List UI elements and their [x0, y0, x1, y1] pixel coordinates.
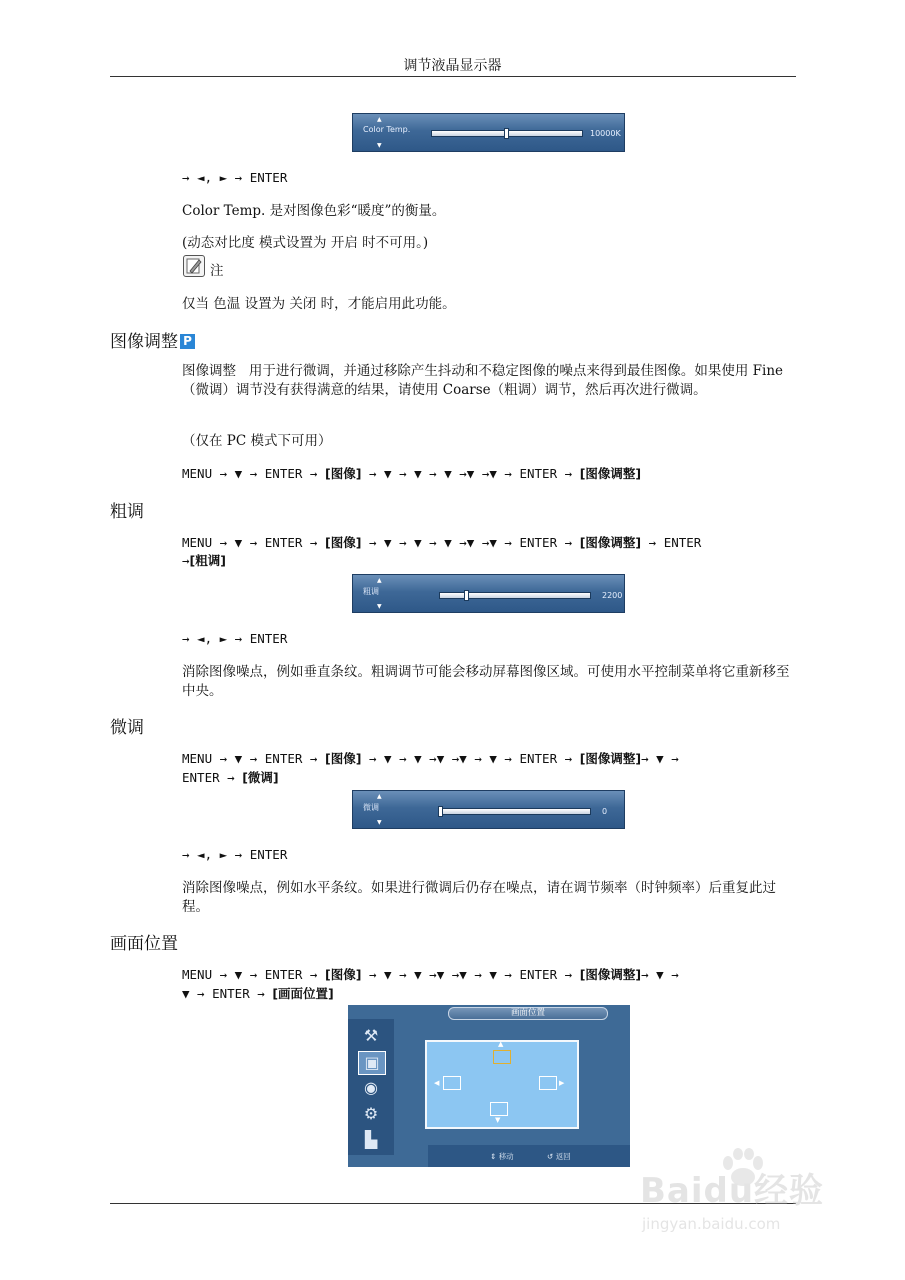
nav-part: MENU → ▼ → ENTER →: [182, 466, 325, 481]
fine-nav-line2: [182, 768, 797, 786]
nav-part: ▼ → ENTER →: [182, 986, 273, 1001]
coarse-nav-line2: [182, 551, 797, 569]
footer-move-label: 移动: [498, 1152, 514, 1161]
nav-part: MENU → ▼ → ENTER →: [182, 751, 325, 766]
nav-part: MENU → ▼ → ENTER →: [182, 967, 325, 982]
color-temp-adjust-nav: → ◄, ► → ENTER: [182, 170, 288, 185]
image-adjust-heading-text: 图像调整: [110, 332, 178, 352]
nav-part: → ▼ → ▼ → ▼ →▼ →▼ → ENTER →: [361, 535, 580, 550]
sound-icon: ◉: [364, 1078, 378, 1097]
osd-label: 微调: [363, 803, 379, 812]
osd-title: 画面位置: [510, 1008, 545, 1018]
image-adjust-desc-text: 用于进行微调，并通过移除产生抖动和不稳定图像的噪点来得到最佳图像。如果使用 Fine（微调）调节没有获得满意的结果，请使用 Coarse（粗调）调节，然后再次进行微调。: [182, 363, 784, 398]
nav-menu-name: [微调]: [242, 770, 279, 785]
nav-part: → ▼ →: [641, 751, 679, 766]
footer-return-label: 返回: [555, 1152, 571, 1161]
osd-value: 10000K: [590, 129, 621, 138]
down-arrow-icon: ▼: [377, 603, 382, 610]
osd-value: 2200: [602, 591, 623, 600]
up-arrow-icon: ▲: [377, 116, 382, 123]
osd-slider-thumb: [504, 128, 509, 139]
watermark-url: jingyan.baidu.com: [642, 1215, 781, 1233]
fine-desc: 消除图像噪点，例如水平条纹。如果进行微调后仍存在噪点，请在调节频率（时钟频率）后重复此过程。: [182, 880, 776, 915]
position-osd-panel: [348, 1005, 630, 1167]
nav-part: → ▼ → ▼ →▼ →▼ → ▼ → ENTER →: [361, 967, 580, 982]
osd-label: Color Temp.: [363, 125, 411, 134]
down-arrow-icon: ▼: [377, 819, 382, 826]
pc-mode-badge-icon: P: [180, 334, 195, 349]
move-left-box: [443, 1076, 461, 1090]
watermark-brand: Baidu经验: [640, 1171, 825, 1211]
osd-value: 0: [602, 807, 608, 816]
return-icon: ↺: [547, 1152, 554, 1161]
down-arrow-icon: ▼: [495, 1116, 501, 1124]
nav-menu-name: [粗调]: [189, 553, 226, 568]
note-pencil-icon: [183, 255, 205, 277]
osd-side-menu: [348, 1019, 394, 1155]
fine-adjust-nav: → ◄, ► → ENTER: [182, 847, 288, 862]
osd-footer-return: [547, 1151, 571, 1162]
nav-menu-name: [图像]: [325, 535, 362, 550]
nav-part: MENU → ▼ → ENTER →: [182, 535, 325, 550]
up-arrow-icon: ▲: [498, 1040, 504, 1048]
left-arrow-icon: ◀: [434, 1079, 440, 1087]
osd-slider-thumb: [464, 590, 469, 601]
coarse-osd: [352, 574, 625, 613]
section-heading-image-adjust: [110, 327, 195, 352]
updown-arrow-icon: ⇕: [490, 1152, 497, 1161]
baidu-watermark-logo: [640, 1155, 880, 1265]
move-right-box: [539, 1076, 557, 1090]
tools-icon: ⚒: [363, 1026, 379, 1045]
settings-gear-icon: ⚙: [363, 1104, 379, 1123]
color-temp-osd: [352, 113, 625, 152]
info-icon: ▙: [364, 1130, 378, 1149]
pc-only-note: （仅在 PC 模式下可用）: [182, 433, 332, 449]
color-temp-desc: Color Temp. 是对图像色彩“暖度”的衡量。: [182, 203, 446, 219]
position-nav-line1: [182, 965, 797, 983]
note-label: 注: [210, 263, 224, 279]
note-text: 仅当 色温 设置为 关闭 时，才能启用此功能。: [182, 296, 456, 312]
fine-nav-line1: [182, 749, 797, 767]
nav-part: → ▼ →: [641, 967, 679, 982]
osd-slider-track: [439, 808, 591, 815]
section-heading-coarse: 粗调: [110, 502, 144, 522]
picture-icon: ▣: [358, 1051, 386, 1075]
osd-label: 粗调: [363, 587, 379, 596]
coarse-nav-line1: [182, 533, 797, 551]
header-rule: [110, 76, 796, 77]
nav-part: → ▼ → ▼ →▼ →▼ → ▼ → ENTER →: [361, 751, 580, 766]
coarse-adjust-nav: → ◄, ► → ENTER: [182, 631, 288, 646]
osd-slider-thumb: [438, 806, 443, 817]
right-arrow-icon: ▶: [559, 1079, 565, 1087]
page-header-title: 调节液晶显示器: [403, 58, 502, 74]
up-arrow-icon: ▲: [377, 793, 382, 800]
nav-menu-name: [画面位置]: [272, 986, 334, 1001]
nav-menu-name: [图像]: [325, 751, 362, 766]
nav-menu-name: [图像调整]: [579, 967, 642, 982]
osd-footer-bar: [428, 1145, 630, 1167]
nav-part: → ▼ → ▼ → ▼ →▼ →▼ → ENTER →: [361, 466, 580, 481]
fine-osd: [352, 790, 625, 829]
position-nav-line2: [182, 984, 797, 1002]
image-adjust-nav: [182, 464, 797, 482]
nav-part: →: [182, 553, 190, 568]
image-adjust-desc-term: 图像调整: [182, 363, 236, 379]
osd-slider-track: [439, 592, 591, 599]
nav-menu-name: [图像调整]: [579, 751, 642, 766]
nav-menu-name: [图像调整]: [579, 466, 642, 481]
coarse-desc: 消除图像噪点，例如垂直条纹。粗调调节可能会移动屏幕图像区域。可使用水平控制菜单将它重新移至中央。: [182, 664, 790, 699]
move-up-box: [493, 1050, 511, 1064]
section-heading-fine: 微调: [110, 718, 144, 738]
down-arrow-icon: ▼: [377, 142, 382, 149]
nav-menu-name: [图像调整]: [579, 535, 642, 550]
move-down-box: [490, 1102, 508, 1116]
nav-menu-name: [图像]: [325, 967, 362, 982]
nav-part: → ENTER: [641, 535, 702, 550]
nav-menu-name: [图像]: [325, 466, 362, 481]
color-temp-note-paren: (动态对比度 模式设置为 开启 时不可用。): [182, 235, 429, 251]
nav-part: ENTER →: [182, 770, 243, 785]
position-preview-screen: [425, 1040, 579, 1129]
section-heading-position: 画面位置: [110, 934, 178, 954]
image-adjust-desc: [182, 362, 797, 400]
up-arrow-icon: ▲: [377, 577, 382, 584]
osd-footer-move: [490, 1151, 514, 1162]
